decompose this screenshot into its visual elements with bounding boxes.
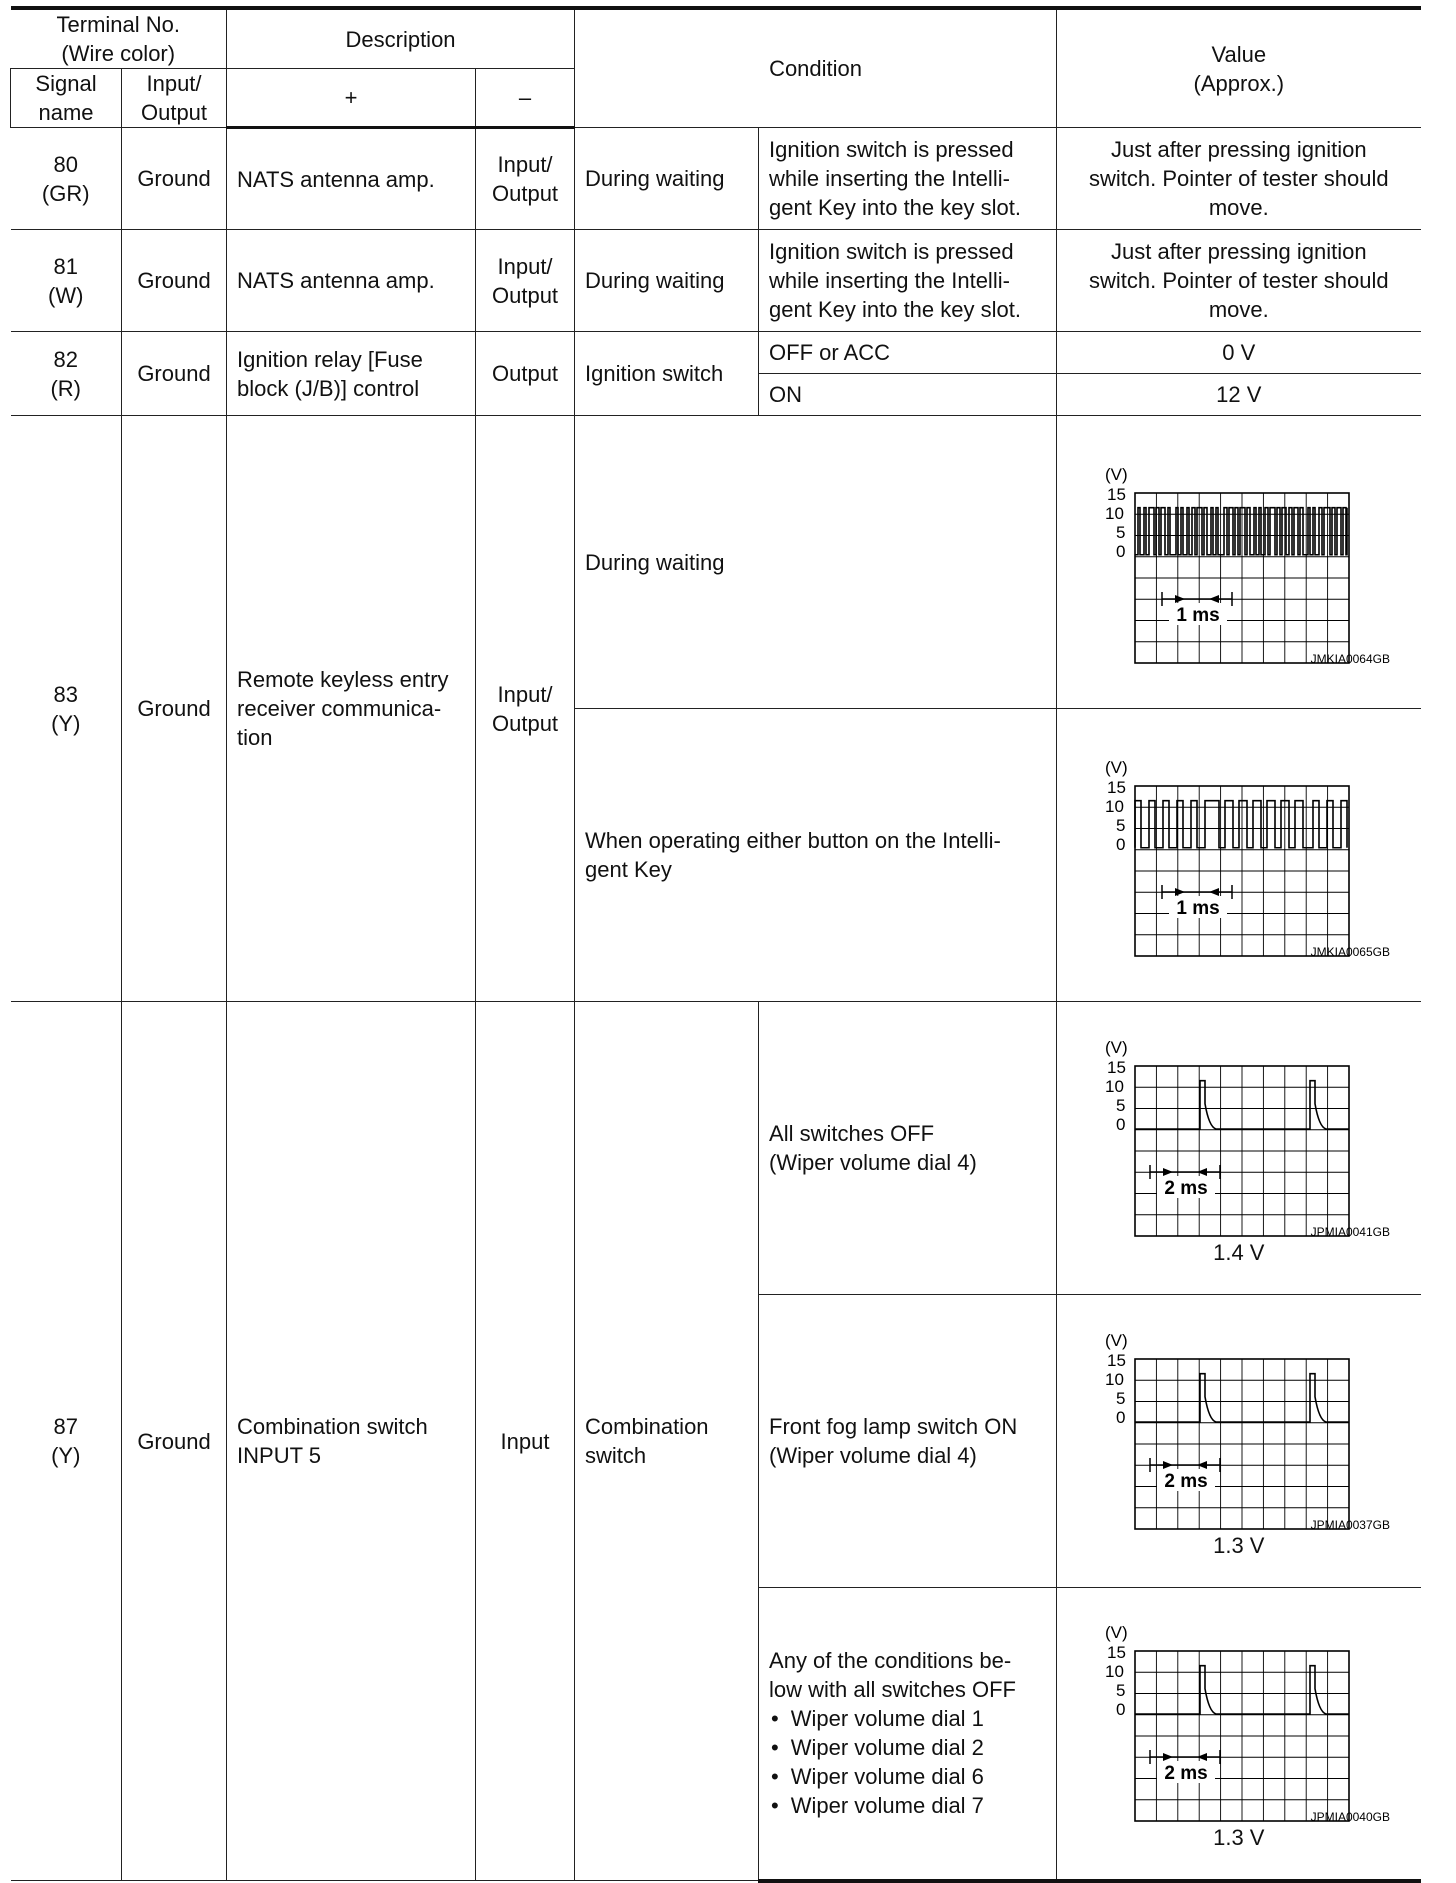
table-row-82 xyxy=(11,332,1421,374)
condition-cell: During waiting xyxy=(575,416,1057,709)
scope-tick: 10 xyxy=(1105,1369,1124,1389)
time-scale-label: 1 ms xyxy=(1176,605,1220,626)
io-cell: Input/ Output xyxy=(476,416,575,1002)
condition-cell: Combination switch xyxy=(575,1002,759,1881)
condition-cell: When operating either button on the Intelli- gent Key xyxy=(575,709,1057,1002)
waveform-jpmia0041gb xyxy=(1057,1030,1421,1240)
time-scale-marker xyxy=(1150,1458,1220,1492)
scope-tick: 5 xyxy=(1116,523,1126,542)
value-cell: Just after pressing ignition switch. Pointer of tester should move. xyxy=(1057,230,1421,332)
table-row-80 xyxy=(11,128,1421,230)
scope-grid xyxy=(1135,786,1349,956)
scope-unit: (V) xyxy=(1105,1622,1128,1642)
waveform-cell xyxy=(1057,1295,1421,1588)
condition-detail-cell: ON xyxy=(759,374,1057,416)
figure-code: JPMIA0041GB xyxy=(1310,1224,1391,1239)
signal-name-header: Signal name xyxy=(11,69,122,128)
value-label: 1.3 V xyxy=(1213,1824,1265,1850)
waveform-jmkia0064gb xyxy=(1057,457,1421,667)
condition-header: Condition xyxy=(575,8,1057,128)
signal-cell: Remote keyless entry receiver communica- tion xyxy=(227,416,476,1002)
scope-tick: 15 xyxy=(1107,1350,1126,1370)
time-scale-label: 1 ms xyxy=(1176,898,1220,919)
waveform-cell xyxy=(1057,416,1421,709)
figure-code: JMKIA0064GB xyxy=(1310,652,1391,666)
io-cell: Output xyxy=(476,332,575,416)
list-item: • Wiper volume dial 2 xyxy=(793,1733,1046,1762)
scope-trace xyxy=(1135,801,1347,848)
description-header: Description xyxy=(227,8,575,69)
value-label: 1.4 V xyxy=(1213,1239,1265,1265)
ground-cell: Ground xyxy=(122,1002,227,1881)
condition-cell: Ignition switch xyxy=(575,332,759,416)
time-scale-marker xyxy=(1162,885,1232,919)
scope-tick: 5 xyxy=(1116,1388,1126,1408)
signal-cell: NATS antenna amp. xyxy=(227,128,476,230)
scope-tick: 5 xyxy=(1116,816,1126,835)
scope-tick: 10 xyxy=(1105,1661,1124,1681)
scope-grid xyxy=(1135,1066,1349,1236)
table-row-83 xyxy=(11,416,1421,709)
scope-unit: (V) xyxy=(1105,758,1128,777)
waveform-jpmia0040gb xyxy=(1057,1615,1421,1825)
scope-tick: 0 xyxy=(1116,1114,1126,1134)
figure-code: JPMIA0040GB xyxy=(1310,1809,1391,1824)
condition-detail-cell: Front fog lamp switch ON (Wiper volume dial 4) xyxy=(759,1295,1057,1588)
value-cell: 12 V xyxy=(1057,374,1421,416)
ground-cell: Ground xyxy=(122,416,227,1002)
waveform-cell xyxy=(1057,1002,1421,1295)
table-row-87 xyxy=(11,1002,1421,1295)
condition-bullet-list xyxy=(769,1704,1046,1820)
io-cell: Input/ Output xyxy=(476,230,575,332)
terminal-cell: 80 (GR) xyxy=(11,128,122,230)
scope-tick: 0 xyxy=(1116,1699,1126,1719)
condition-cell: During waiting xyxy=(575,230,759,332)
scope-trace xyxy=(1135,508,1347,555)
scope-tick: 10 xyxy=(1105,1076,1124,1096)
scope-tick: 5 xyxy=(1116,1680,1126,1700)
scope-unit: (V) xyxy=(1105,1037,1128,1057)
scope-tick: 0 xyxy=(1116,1407,1126,1427)
condition-detail-cell: Ignition switch is pressed while inserting the Intelli- gent Key into the key slot. xyxy=(759,128,1057,230)
time-scale-marker xyxy=(1150,1165,1220,1199)
scope-grid xyxy=(1135,1651,1349,1821)
ground-cell: Ground xyxy=(122,230,227,332)
waveform-jpmia0037gb xyxy=(1057,1323,1421,1533)
signal-cell: NATS antenna amp. xyxy=(227,230,476,332)
signal-cell: Combination switch INPUT 5 xyxy=(227,1002,476,1881)
value-cell: 0 V xyxy=(1057,332,1421,374)
condition-detail-cell: Ignition switch is pressed while inserting the Intelli- gent Key into the key slot. xyxy=(759,230,1057,332)
scope-tick: 15 xyxy=(1107,778,1126,797)
io-cell: Input xyxy=(476,1002,575,1881)
figure-code: JPMIA0037GB xyxy=(1310,1517,1391,1532)
time-scale-label: 2 ms xyxy=(1164,1762,1208,1784)
condition-detail-cell: All switches OFF (Wiper volume dial 4) xyxy=(759,1002,1057,1295)
time-scale-label: 2 ms xyxy=(1164,1177,1208,1199)
waveform-cell xyxy=(1057,709,1421,1002)
scope-grid xyxy=(1135,493,1349,663)
plus-header: + xyxy=(227,69,476,128)
condition-cell: During waiting xyxy=(575,128,759,230)
scope-tick: 0 xyxy=(1116,542,1126,561)
terminal-cell: 81 (W) xyxy=(11,230,122,332)
table-row-81 xyxy=(11,230,1421,332)
waveform-cell xyxy=(1057,1588,1421,1881)
time-scale-marker xyxy=(1162,592,1232,626)
minus-header: – xyxy=(476,69,575,128)
scope-unit: (V) xyxy=(1105,1330,1128,1350)
scope-tick: 10 xyxy=(1105,504,1124,523)
condition-detail-cell: OFF or ACC xyxy=(759,332,1057,374)
scope-unit: (V) xyxy=(1105,465,1128,484)
scope-grid xyxy=(1135,1359,1349,1529)
value-label: 1.3 V xyxy=(1213,1532,1265,1558)
signal-cell: Ignition relay [Fuse block (J/B)] control xyxy=(227,332,476,416)
value-header: Value (Approx.) xyxy=(1057,8,1421,128)
terminal-spec-table xyxy=(10,6,1421,1883)
scope-tick: 0 xyxy=(1116,835,1126,854)
figure-code: JMKIA0065GB xyxy=(1310,945,1391,959)
terminal-cell: 82 (R) xyxy=(11,332,122,416)
terminal-cell: 87 (Y) xyxy=(11,1002,122,1881)
time-scale-marker xyxy=(1150,1750,1220,1784)
list-item: • Wiper volume dial 6 xyxy=(793,1762,1046,1791)
io-header: Input/ Output xyxy=(122,69,227,128)
condition-detail-cell: Any of the conditions be- low with all switches OFF • Wiper volume dial 1 • Wiper volume dial 2 • Wiper volume dial 6 • Wiper volume dial 7 xyxy=(759,1588,1057,1881)
scope-tick: 15 xyxy=(1107,1057,1126,1077)
list-item: • Wiper volume dial 7 xyxy=(793,1791,1046,1820)
scope-tick: 5 xyxy=(1116,1095,1126,1115)
terminal-no-header: Terminal No. (Wire color) xyxy=(11,8,227,69)
ground-cell: Ground xyxy=(122,332,227,416)
waveform-jmkia0065gb xyxy=(1057,750,1421,960)
scope-tick: 15 xyxy=(1107,1642,1126,1662)
list-item: • Wiper volume dial 1 xyxy=(793,1704,1046,1733)
value-cell: Just after pressing ignition switch. Pointer of tester should move. xyxy=(1057,128,1421,230)
scope-tick: 10 xyxy=(1105,797,1124,816)
scope-tick: 15 xyxy=(1107,485,1126,504)
time-scale-label: 2 ms xyxy=(1164,1470,1208,1492)
ground-cell: Ground xyxy=(122,128,227,230)
terminal-cell: 83 (Y) xyxy=(11,416,122,1002)
io-cell: Input/ Output xyxy=(476,128,575,230)
